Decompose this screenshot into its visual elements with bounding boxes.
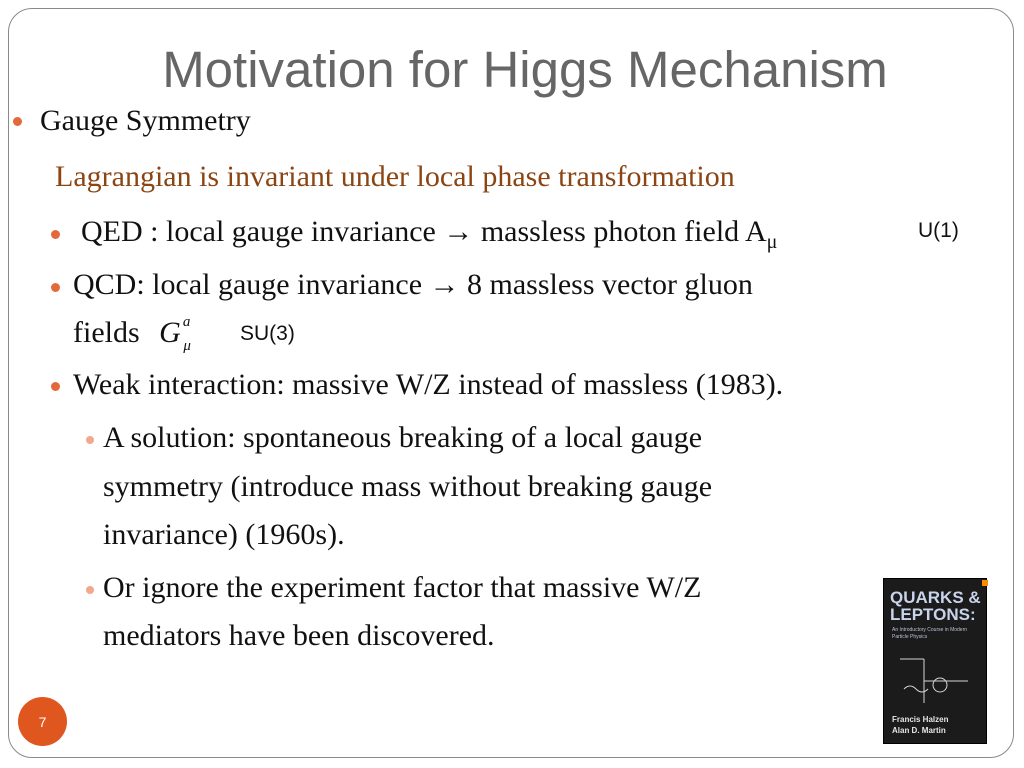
book-title: QUARKS & LEPTONS: [890, 588, 981, 624]
weak-interaction-line: Weak interaction: massive W/Z instead of massless (1983). [73, 368, 784, 401]
solution-line-1: A solution: spontaneous breaking of a local gauge [103, 421, 703, 454]
qcd-line-1: QCD: local gauge invariance → 8 massless vector gluon [73, 268, 753, 301]
bullet-icon [86, 436, 94, 444]
solution-line-3: invariance) (1960s). [103, 518, 345, 551]
qcd-fields-word: fields [73, 316, 140, 349]
bullet-icon [86, 586, 94, 594]
bullet-icon [51, 283, 60, 292]
solution-line-2: symmetry (introduce mass without breaking gauge [103, 470, 713, 503]
bullet-gauge-symmetry: Gauge Symmetry [40, 104, 251, 137]
qcd-group-label: SU(3) [240, 322, 295, 345]
bullet-icon [13, 117, 22, 126]
qed-group-label: U(1) [918, 219, 959, 242]
book-corner-mark [982, 580, 988, 586]
qcd-line-2 [73, 314, 191, 354]
ignore-line-2: mediators have been discovered. [103, 619, 495, 652]
qed-subscript: μ [766, 231, 778, 253]
slide-number: 7 [18, 697, 67, 746]
book-subtitle: An Introductory Course in Modern Particle Physics [892, 627, 968, 640]
bullet-icon [51, 382, 60, 391]
book-authors: Francis Halzen Alan D. Martin [892, 715, 949, 735]
slide-title: Motivation for Higgs Mechanism [162, 41, 888, 98]
feynman-diagram-icon [898, 651, 972, 709]
ignore-line-1: Or ignore the experiment factor that massive W/Z [103, 571, 702, 604]
lagrangian-statement: Lagrangian is invariant under local phase transformation [55, 160, 735, 193]
qed-line [81, 215, 777, 254]
qed-text: QED : local gauge invariance → massless photon field A [81, 215, 767, 248]
book-cover-image [883, 578, 987, 744]
bullet-icon [51, 230, 60, 239]
gluon-field-symbol: G $^a_\mu$ [159, 314, 191, 354]
